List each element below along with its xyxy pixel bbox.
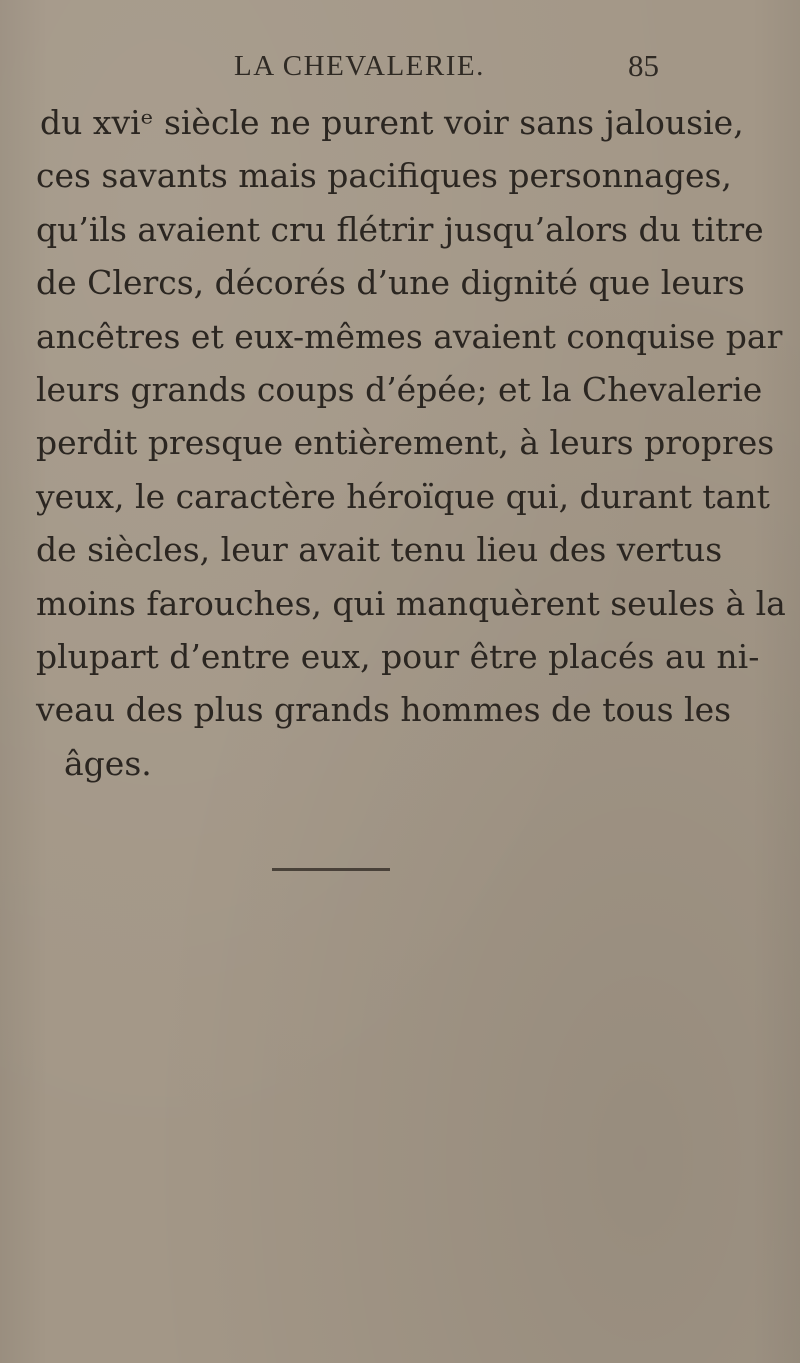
body-text — [36, 96, 786, 790]
text-line: plupart d’entre eux, pour être placés au ni- — [36, 636, 760, 676]
closing-rule — [272, 868, 390, 871]
text-line: qu’ils avaient cru flétrir jusqu’alors du titre — [36, 209, 764, 249]
text-line: leurs grands coups d’épée; et la Chevalerie — [36, 369, 763, 409]
text-line: perdit presque entièrement, à leurs propres — [36, 423, 775, 463]
text-line: veau des plus grands hommes de tous les — [36, 690, 732, 730]
running-head — [36, 44, 659, 94]
text-line: âges. — [64, 743, 152, 783]
text-line: yeux, le caractère héroïque qui, durant tant — [36, 476, 770, 516]
page-number: 85 — [628, 48, 659, 83]
text-line: moins farouches, qui manquèrent seules à la — [36, 583, 786, 623]
text-line: de Clercs, décorés d’une dignité que leurs — [36, 263, 745, 303]
text-line: ces savants mais pacifiques personnages, — [36, 156, 732, 196]
running-title: LA CHEVALERIE. — [234, 50, 485, 82]
text-line: du xviᵉ siècle ne purent voir sans jalousie, — [40, 103, 744, 142]
text-line: de siècles, leur avait tenu lieu des vertus — [36, 530, 723, 570]
text-line: ancêtres et eux-mêmes avaient conquise par — [36, 316, 783, 356]
